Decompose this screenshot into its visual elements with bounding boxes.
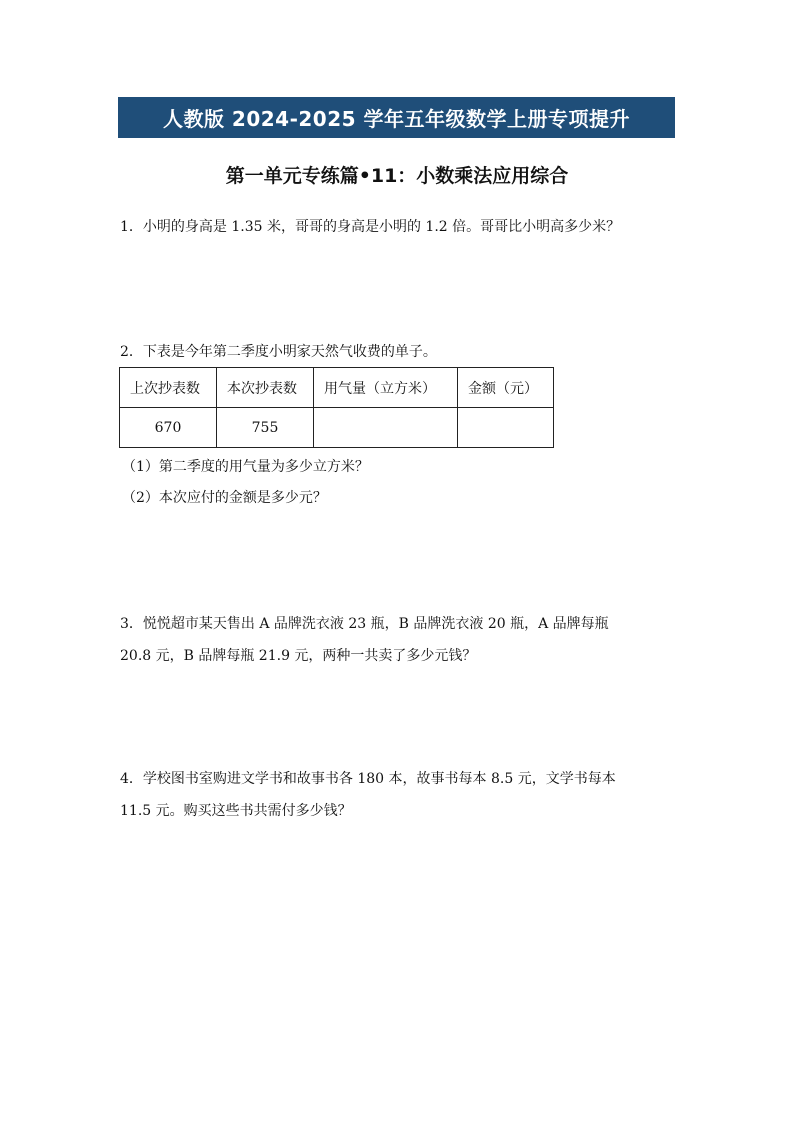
table-cell-gas-usage (314, 408, 458, 448)
worksheet-subtitle: 第一单元专练篇•11：小数乘法应用综合 (225, 165, 569, 187)
table-cell-amount (458, 408, 554, 448)
question-2-part-2: （2）本次应付的金额是多少元？ (122, 490, 327, 506)
table-cell-current-reading: 755 (217, 408, 314, 448)
table-header-cell: 金额（元） (458, 368, 554, 408)
question-3-line-1: 3．悦悦超市某天售出 A 品牌洗衣液 23 瓶，B 品牌洗衣液 20 瓶，A 品牌每瓶 (120, 616, 609, 632)
question-2: 2．下表是今年第二季度小明家天然气收费的单子。 (120, 344, 437, 360)
gas-bill-table (119, 367, 554, 448)
table-header-cell: 上次抄表数 (120, 368, 217, 408)
question-3-line-2: 20.8 元，B 品牌每瓶 21.9 元，两种一共卖了多少元钱？ (120, 648, 477, 664)
table-header-row (120, 368, 554, 408)
question-4-line-2: 11.5 元。购买这些书共需付多少钱？ (120, 803, 352, 819)
table-row (120, 408, 554, 448)
table-header-cell: 用气量（立方米） (314, 368, 458, 408)
question-1: 1．小明的身高是 1.35 米，哥哥的身高是小明的 1.2 倍。哥哥比小明高多少米？ (120, 219, 621, 235)
worksheet-banner-title: 人教版 2024-2025 学年五年级数学上册专项提升 (118, 97, 675, 138)
table-header-cell: 本次抄表数 (217, 368, 314, 408)
question-2-part-1: （1）第二季度的用气量为多少立方米？ (122, 459, 369, 475)
question-4-line-1: 4．学校图书室购进文学书和故事书各 180 本，故事书每本 8.5 元，文学书每本 (120, 771, 616, 787)
table-cell-last-reading: 670 (120, 408, 217, 448)
